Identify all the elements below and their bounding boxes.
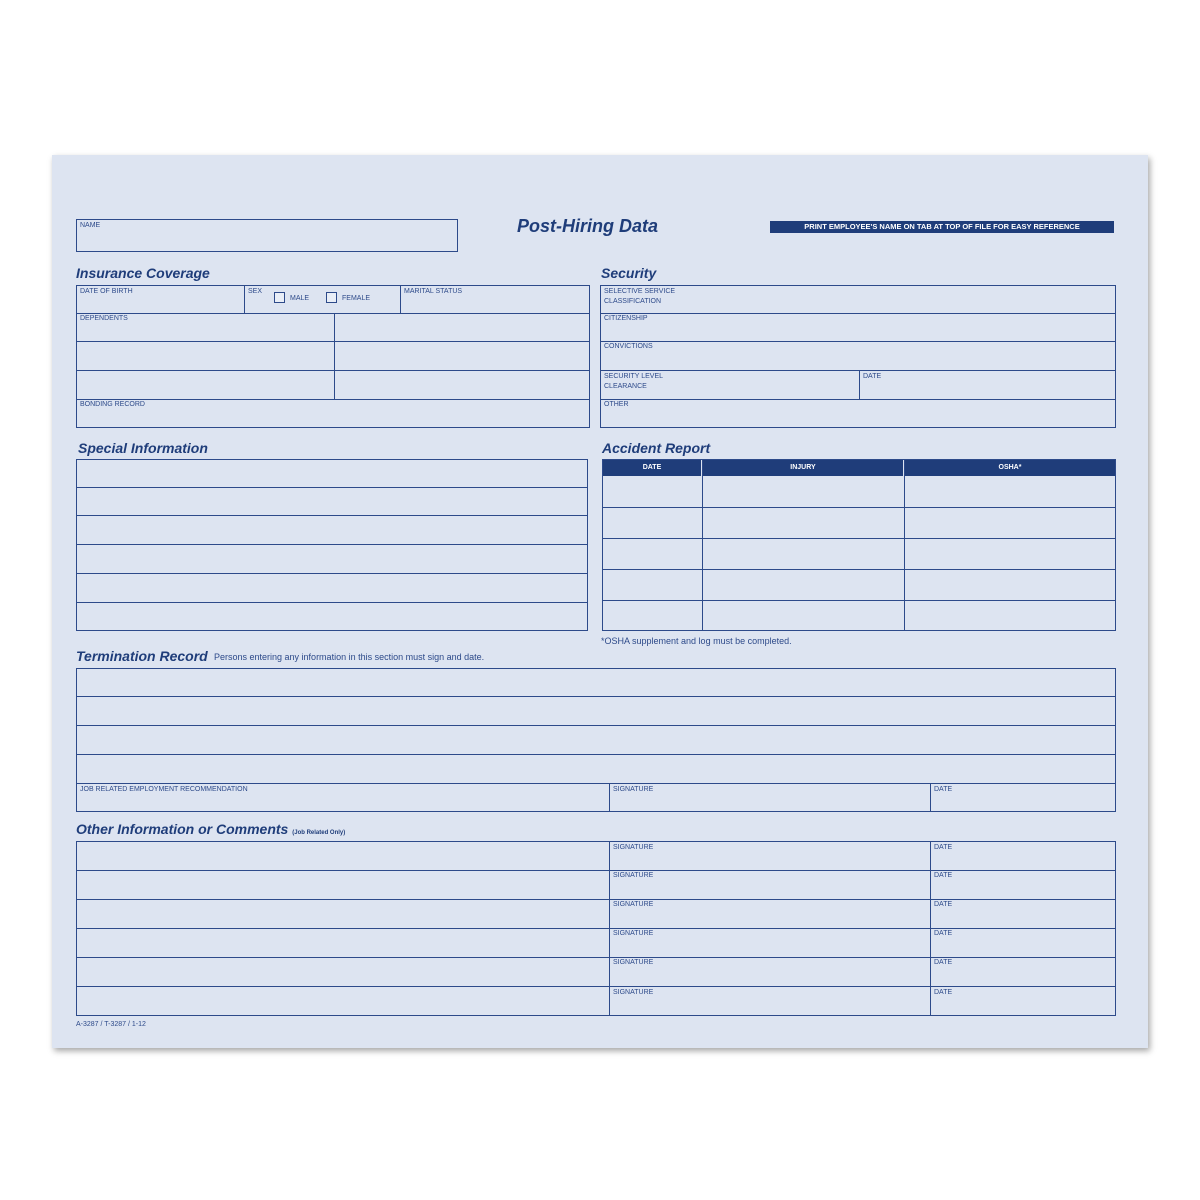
other-date-label: DATE xyxy=(934,901,953,908)
other-date-label: DATE xyxy=(934,930,953,937)
marital-status-label: MARITAL STATUS xyxy=(404,288,463,295)
accident-col-osha: OSHA* xyxy=(905,460,1115,476)
other-date-label: DATE xyxy=(934,989,953,996)
male-checkbox[interactable] xyxy=(274,292,285,303)
security-level-label: SECURITY LEVEL xyxy=(604,373,664,380)
other-date-label: DATE xyxy=(934,959,953,966)
other-signature-label: SIGNATURE xyxy=(613,930,654,937)
classification-label: CLASSIFICATION xyxy=(604,298,662,305)
accident-report-heading: Accident Report xyxy=(602,440,711,456)
convictions-label: CONVICTIONS xyxy=(604,343,653,350)
bonding-record-label: BONDING RECORD xyxy=(80,401,145,408)
other-signature-label: SIGNATURE xyxy=(613,901,654,908)
insurance-heading: Insurance Coverage xyxy=(76,265,210,281)
name-label: NAME xyxy=(80,222,101,229)
form-code: A-3287 / T-3287 / 1-12 xyxy=(76,1021,146,1028)
osha-footnote: *OSHA supplement and log must be completed. xyxy=(601,636,792,646)
security-heading: Security xyxy=(601,265,657,281)
other-signature-label: SIGNATURE xyxy=(613,872,654,879)
recommendation-label: JOB RELATED EMPLOYMENT RECOMMENDATION xyxy=(80,786,248,793)
dob-label: DATE OF BIRTH xyxy=(80,288,133,295)
termination-heading: Termination Record xyxy=(76,648,208,664)
sex-label: SEX xyxy=(248,288,263,295)
insurance-box xyxy=(76,285,590,428)
security-date-label: DATE xyxy=(863,373,882,380)
female-checkbox[interactable] xyxy=(326,292,337,303)
accident-col-injury: INJURY xyxy=(703,460,903,476)
name-field[interactable] xyxy=(76,219,458,252)
other-info-heading: Other Information or Comments (Job Related Only) xyxy=(76,821,346,837)
dependents-label: DEPENDENTS xyxy=(80,315,128,322)
citizenship-label: CITIZENSHIP xyxy=(604,315,648,322)
security-box xyxy=(600,285,1116,428)
clearance-label: CLEARANCE xyxy=(604,383,647,390)
male-label: MALE xyxy=(290,295,310,302)
accident-table xyxy=(602,459,1116,631)
other-label: OTHER xyxy=(604,401,629,408)
selective-service-label: SELECTIVE SERVICE xyxy=(604,288,676,295)
termination-signature-label: SIGNATURE xyxy=(613,786,654,793)
termination-date-label: DATE xyxy=(934,786,953,793)
other-date-label: DATE xyxy=(934,844,953,851)
other-signature-label: SIGNATURE xyxy=(613,959,654,966)
termination-note: Persons entering any information in this section must sign and date. xyxy=(214,652,485,662)
other-date-label: DATE xyxy=(934,872,953,879)
other-signature-label: SIGNATURE xyxy=(613,989,654,996)
accident-col-date: DATE xyxy=(603,460,701,476)
other-signature-label: SIGNATURE xyxy=(613,844,654,851)
form-sheet xyxy=(52,155,1148,1048)
form-title: Post-Hiring Data xyxy=(517,216,659,236)
female-label: FEMALE xyxy=(342,295,371,302)
job-related-note: (Job Related Only) xyxy=(292,830,346,836)
special-info-box[interactable] xyxy=(76,459,588,631)
tab-banner: PRINT EMPLOYEE'S NAME ON TAB AT TOP OF FILE FOR EASY REFERENCE xyxy=(770,221,1114,233)
special-info-heading: Special Information xyxy=(78,440,208,456)
